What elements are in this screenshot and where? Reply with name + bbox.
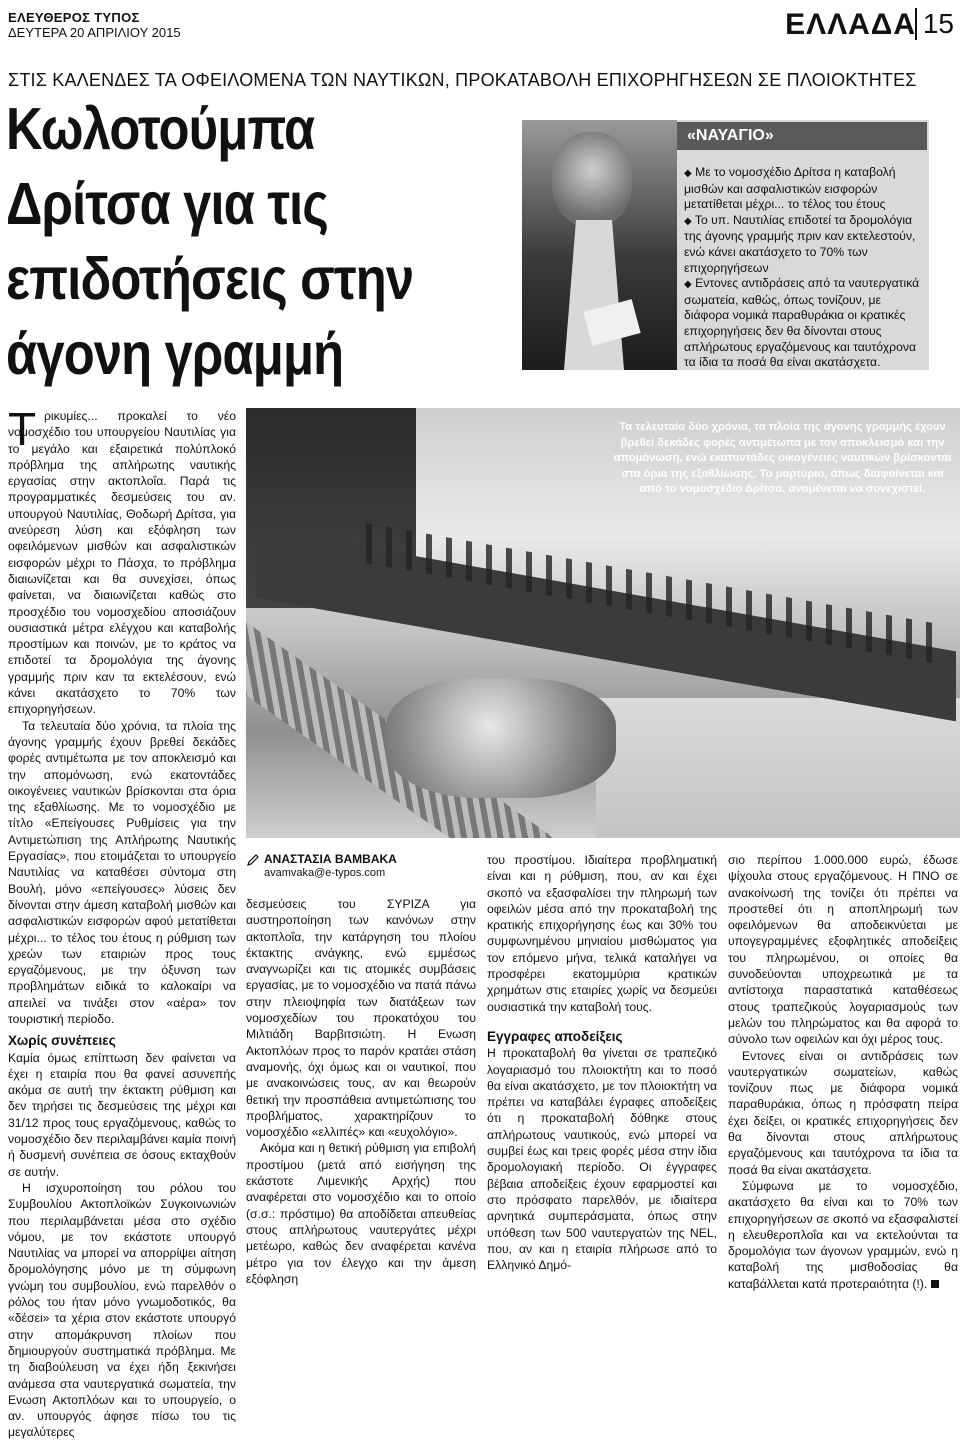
minister-photo	[522, 120, 677, 370]
paragraph: Η προκαταβολή θα γίνεται σε τραπεζικό λογαριασμό του πλοιοκτήτη και το ποσό θα είναι ακατάσχετο, με τον πλοιοκτήτη να πρέπει να καταβάλει έγραφες αποδείξεις ότι η προκαταβολή δόθηκε στους απλήρωτους ναυτικούς, ενώ μπορεί να συμβεί έως και τρεις φορές μέσα στην ίδια δρομολογιακή περίοδο. Οι έγγραφες βέβαια αποδείξεις έχουν εφαρμοστεί και στο πρόσφατο παρελθόν, με ιδιαίτερα αρνητικά συμπεράσματα, όπως στην υπόθεση των 500 ναυτεργατών της NEL, που, αν και η εταιρία πλήρωσε από το Ελληνικό Δημό-	[487, 1046, 717, 1273]
sidebox-bullets	[684, 165, 924, 371]
paragraph: Εντονες είναι οι αντιδράσεις των ναυτεργατικών σωματείων, καθώς τονίζουν πως με διάφορα νομικά παραθυράκια, όπως η πρόσφατη πείρα έχει δείξει, οι κρατικές επιχορηγήσεις δεν θα δίνονται στους απλήρωτους εργαζόμενους και ταυτόχρονα τα ίδια τα ποσά θα είναι ακατάσχετα.	[728, 1048, 958, 1177]
paragraph: Ακόμα και η θετική ρύθμιση για επιβολή προστίμου (μετά από εισήγηση της εκάστοτε Λιμενικής Αρχής) που αναφέρεται στο νομοσχέδιο και το οποίο (σ.σ.: πρόστιμο) θα αποδίδεται απευθείας στους απλήρωτους ναυτεργάτες μέχρι μετέωρο, καθώς δεν αναφέρεται κανένα μέτρο για τον έλεγχο και την άμεση εξόφληση	[246, 1141, 476, 1286]
paragraph: δεσμεύσεις του ΣΥΡΙΖΑ για αυστηροποίηση των κανόνων στην ακτοπλοΐα, την κατάργηση του πλοίου έκτακτης ανάγκης, ενώ εμμέσως αναγνωρίζει και τις ατομικές συμβάσεις εργασίας, με το νομοσχέδιο να πατά πάνω στην πλειοψηφία των διατάξεων των νομοσχεδίων του προκατόχου του Μιλτιάδη Βαρβιτσιώτη. Η Ενωση Ακτοπλόων προς το παρόν κρατάει στάση αναμονής, όχι όμως και οι ναυτικοί, που με ανακοινώσεις τους, αν και θεωρούν θετική την προσπάθεια αντιμετώπισης του προβλήματος, χαρακτηρίζουν το νομοσχέδιο «ελλιπές» και «ευχολόγιο».	[246, 897, 476, 1140]
article-column-1	[8, 403, 236, 1441]
paragraph: Τα τελευταία δύο χρόνια, τα πλοία της άγονης γραμμής έχουν βρεθεί δεκάδες φορές αντιμέτωπα με τον αποκλεισμό και την απομόνωση, ενώ εκατοντάδες οικογένειες ναυτικών βρίσκονται στα όρια της εξαθλίωσης. Με το νομοσχέδιο με τίτλο «Επείγουσες Ρυθμίσεις για την Αντιμετώπιση της Απλήρωτης Ναυτικής Εργασίας», που ετοιμάζεται το υπουργείο Ναυτιλίας να καταθέσει σύντομα στη Βουλή, μόνο «επείγουσες» λύσεις δεν δίνονται στην άμεση καταβολή μισθών και ασφαλιστικών εισφορών αφού μετατίθεται μέχρι... το τέλος του έτους η ρύθμιση των χρεών των εταιριών προς τους εργαζόμενους, με την όξυνση των προβλημάτων ειδικά το καλοκαίρι να απειλεί να τινάξει στον «αέρα» τον τουριστική περίοδο.	[8, 718, 236, 1026]
subheading: Χωρίς συνέπειες	[8, 1033, 116, 1049]
author-email: avamvaka@e-typos.com	[264, 866, 386, 879]
kicker: ΣΤΙΣ ΚΑΛΕΝΔΕΣ ΤΑ ΟΦΕΙΛΟΜΕΝΑ ΤΩΝ ΝΑΥΤΙΚΩΝ, ΠΡΟΚΑΤΑΒΟΛΗ ΕΠΙΧΟΡΗΓΗΣΕΩΝ ΣΕ ΠΛΟΙΟΚΤΗΤΕΣ	[8, 70, 917, 90]
headline: Κωλοτούμπα Δρίτσα για τις επιδοτήσεις στην άγονη γραμμή	[6, 96, 414, 387]
pencil-icon	[246, 853, 260, 867]
photo-shirt	[564, 220, 624, 370]
photo-ground	[596, 698, 960, 838]
page-number: 15	[915, 8, 954, 40]
photo-bollard	[386, 678, 616, 798]
sidebox-bullet	[684, 276, 924, 371]
article-column-3	[487, 852, 717, 1273]
paragraph	[728, 1178, 958, 1292]
subheading: Εγγραφες αποδείξεις	[487, 1028, 623, 1044]
paragraph: Η ισχυροποίηση του ρόλου του Συμβουλίου Ακτοπλοϊκών Συγκοινωνιών που περιλαμβάνεται μέσα στο σχέδιο νόμου, με τον εκάστοτε υπουργό Ναυτιλίας να μπορεί να απορρίψει αίτηση δρομολόγησης μόνο με τη σύμφωνη γνώμη του συμβουλίου, ενώ παρελθόν ο ρόλος του ήταν μόνο γνωμοδοτικός, θα «δέσει» τα χέρια στον εκάστοτε υπουργό στην απομάκρυνση πλοίων που δημιουργούν συστηματικά πρόβλημα. Με τη διαβούλευση να έχει ήδη ξεκινήσει ανάμεσα στα ναυτεργατικά σωματεία, την Ενωση Ακτοπλόων και το υπουργείο, ο αν. υπουργός άφησε πίσω του τις μεγαλύτερες	[8, 1180, 236, 1440]
article-column-2	[246, 896, 476, 1287]
sidebox-bullet-text: Το υπ. Ναυτιλίας επιδοτεί τα δρομολόγια της άγονης γραμμής πριν καν εκτελεστούν, ενώ κάνει ακατάσχετο το 70% των επιχορηγήσεων	[684, 212, 916, 275]
publication-name: ΕΛΕΥΘΕΡΟΣ ΤΥΠΟΣ	[8, 10, 140, 25]
photo-face	[552, 132, 632, 227]
diamond-bullet-icon: ◆	[684, 215, 692, 227]
section-title: ΕΛΛΑΔΑ	[785, 8, 916, 41]
sidebox-title: «ΝΑΥΑΓΙΟ»	[677, 122, 927, 150]
issue-date: ΔΕΥΤΕΡΑ 20 ΑΠΡΙΛΙΟΥ 2015	[8, 25, 181, 40]
paragraph: Καμία όμως επίπτωση δεν φαίνεται να έχει η εταιρία που θα φανεί ασυνεπής ακόμα σε αυτή την έκτακτη ρύθμιση και δεν τηρήσει τις δεσμεύσεις της μέχρι και 31/12 προς τους εργαζόμενους, καθώς το νομοσχέδιο δεν περιλαμβάνει καμία ποινή ή δυσμενή συνέπεια σε όσους εκταχθούν σε αυτήν.	[8, 1050, 236, 1179]
drop-cap: Τ	[8, 403, 37, 455]
sidebox-bullet	[684, 213, 924, 276]
sidebox-bullet	[684, 165, 924, 213]
paragraph: του προστίμου. Ιδιαίτερα προβληματική είναι και η ρύθμιση, που, αν και έχει σκοπό να εξασφαλίσει την πληρωμή των οφειλών μέσα από την προκαταβολή της κρατικής επιχορήγησης έως και 30% του συμφωνημένου μηνιαίου μισθώματος για τον επόμενο μήνα, τελικά καταλήγει να προσφέρει εκατομμύρια κρατικών χρημάτων στις εταιρίες χωρίς να δεσμεύει ουσιαστικά την καταβολή τους.	[487, 853, 717, 1014]
diamond-bullet-icon: ◆	[684, 279, 692, 291]
end-mark-icon	[931, 1280, 939, 1288]
photo-caption: Τα τελευταία δύο χρόνια, τα πλοία της άγονης γραμμής έχουν βρεθεί δεκάδες φορές αντιμέτωπα με τον αποκλεισμό και την απομόνωση, ενώ εκατοντάδες οικογένειες ναυτικών βρίσκονται στα όρια της εξαθλίωσης. Το μαρτύριο, όπως διαφαίνεται και από το νομοσχέδιο Δρίτσα, αναμένεται να συνεχιστεί.	[613, 421, 952, 495]
sidebox-bullet-text: Εντονες αντιδράσεις από τα ναυτεργατικά σωματεία, καθώς, όπως τονίζουν, με διάφορα νομικά παραθυράκια οι κρατικές επιχορηγήσεις δεν θα δίνονται στους απλήρωτους εργαζόμενους και ταυτόχρονα τα ίδια τα ποσά θα είναι ακατάσχετα.	[684, 276, 920, 370]
author-name: ΑΝΑΣΤΑΣΙΑ ΒΑΜΒΑΚΑ	[246, 852, 476, 867]
sidebox-bullet-text: Με το νομοσχέδιο Δρίτσα η καταβολή μισθών και ασφαλιστικών εισφορών μετατίθεται μέχρι... το τέλος του έτους	[684, 165, 896, 212]
paragraph-text: Σύμφωνα με το νομοσχέδιο, ακατάσχετο θα είναι και το 70% των επιχορηγήσεων σε σκοπό να εξασφαλιστεί η ελευθεροπλοΐα και να εκτελούνται τα δρομολόγια των άγονων γραμμών, ενώ η καταβολή της μισθοδοσίας θα καταβάλλεται κατά προτεραιότητα (!).	[728, 1178, 958, 1291]
article-column-4	[728, 852, 958, 1292]
diamond-bullet-icon: ◆	[684, 168, 692, 179]
paragraph: σιο περίπου 1.000.000 ευρώ, έδωσε ψίχουλα στους εργαζόμενους. Η ΠΝΟ σε ανακοίνωσή της τονίζει ότι πρέπει να προστεθεί ότι η αποπληρωμή των οφειλόμενων θα αποδεικνύεται με υπογεγραμμένες εξοφλητικές αποδείξεις του πληρωμένου, οι οποίες θα συνοδεύονται υποχρεωτικά με τα αντίστοιχα παραστατικά καταθέσεως στους τραπεζικούς λογαριασμούς των μελών του πληρώματος και θα αφορά το σύνολο των οφειλών και όχι μέρος τους.	[728, 853, 958, 1047]
byline	[246, 852, 476, 879]
paragraph: ρικυμίες... προκαλεί το νέο νομοσχέδιο του υπουργείου Ναυτιλίας για το μεγάλο και εξαιρετικά πολύπλοκό πρόβλημα της απλήρωτης ναυτικής εργασίας στην ακτοπλοΐα. Παρά τις προγραμματικές δεσμεύσεις του αν. υπουργού Ναυτιλίας, Θοδωρή Δρίτσα, για ανεύρεση λύση και εξόφληση των οφειλόμενων μισθών και ασφαλιστικών εισφορών μέχρι το Πάσχα, το πρόβλημα διαιωνίζεται και θα συνεχίσει, όπως φαίνεται, να διαιωνίζεται καθώς στο προσχέδιο του νομοσχεδίου αποσιάζουν ουσιαστικά μέτρα ελέγχου και καταβολής προστίμων και ποινών, με το κράτος να επιδοτεί τα δρομολόγια της άγονης γραμμής πριν καν τα εκτελέσουν, ενώ κάνει ακατάσχετο το 70% των επιχορηγήσεων.	[8, 409, 236, 717]
